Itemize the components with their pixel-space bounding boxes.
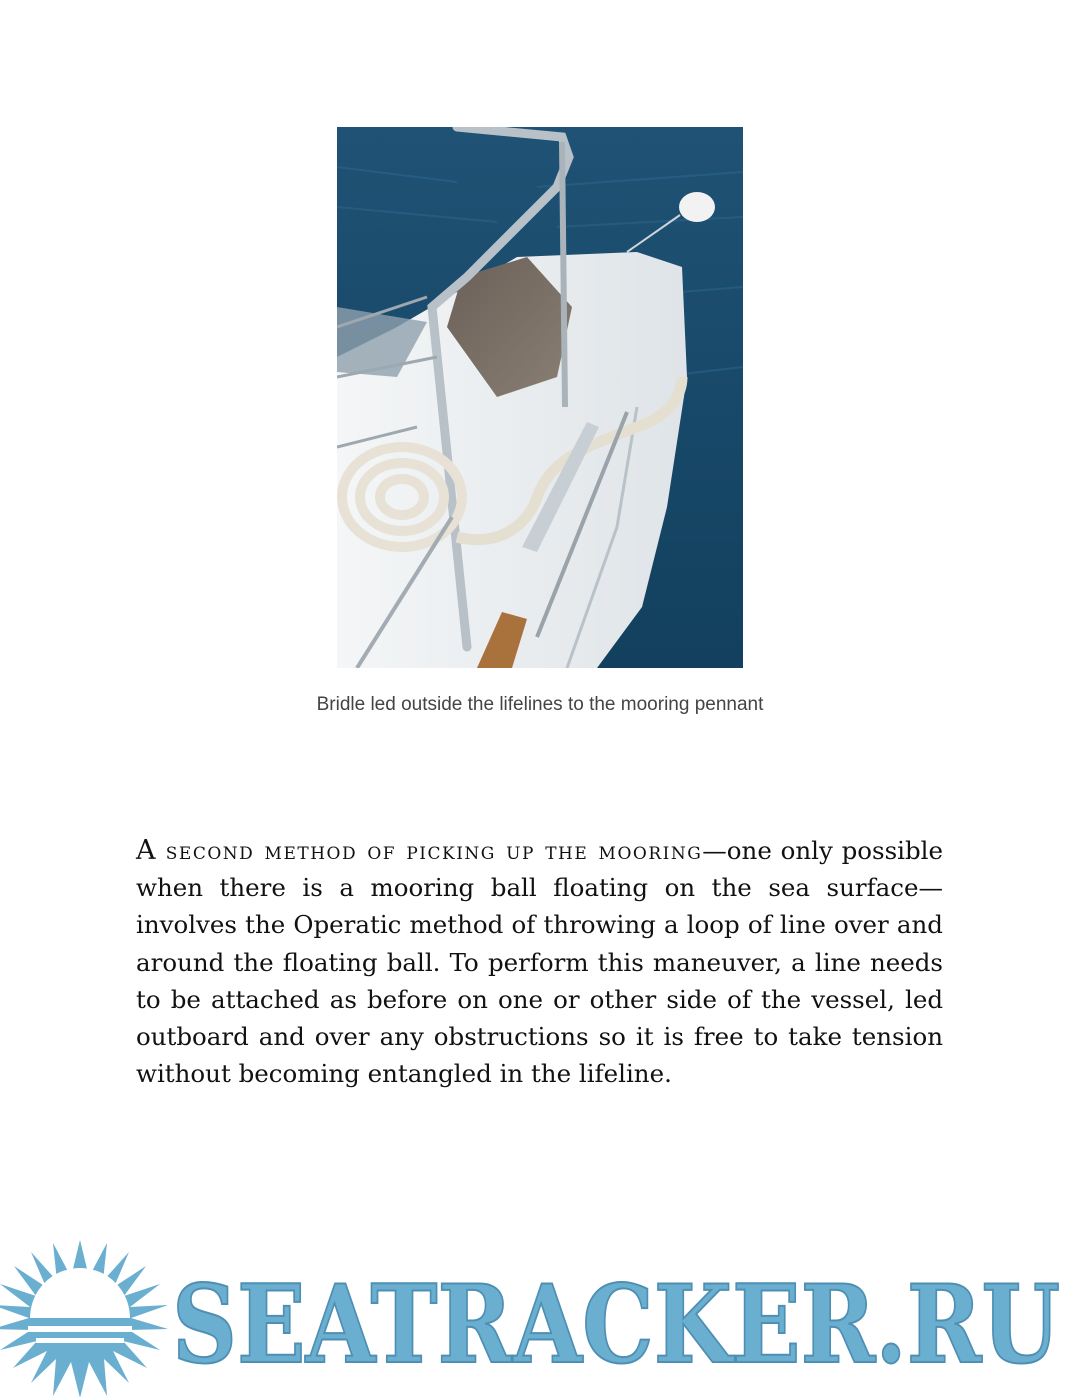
watermark bbox=[0, 1236, 1080, 1397]
photo-figure bbox=[337, 127, 743, 668]
boat-bow-photo bbox=[337, 127, 743, 668]
sun-icon bbox=[0, 1240, 168, 1397]
dropcap-letter: A bbox=[136, 835, 156, 866]
mooring-ball bbox=[679, 192, 715, 222]
watermark-text: SEATRACKER.RU bbox=[172, 1262, 1060, 1388]
body-paragraph bbox=[136, 832, 943, 1092]
smallcaps-lead: second method of picking up the mooring bbox=[155, 836, 703, 865]
paragraph-body: —one only possible when there is a mooring ball floating on the sea surface—involves the Operatic method of throwing a loop of line over and around the floating ball. To perform this maneuver, a line needs to be attached as before on one or other side of the vessel, led outboard and over any obstructions so it is free to take tension without becoming entangled in the lifeline. bbox=[136, 836, 944, 1089]
figure-caption: Bridle led outside the lifelines to the mooring pennant bbox=[316, 694, 764, 715]
